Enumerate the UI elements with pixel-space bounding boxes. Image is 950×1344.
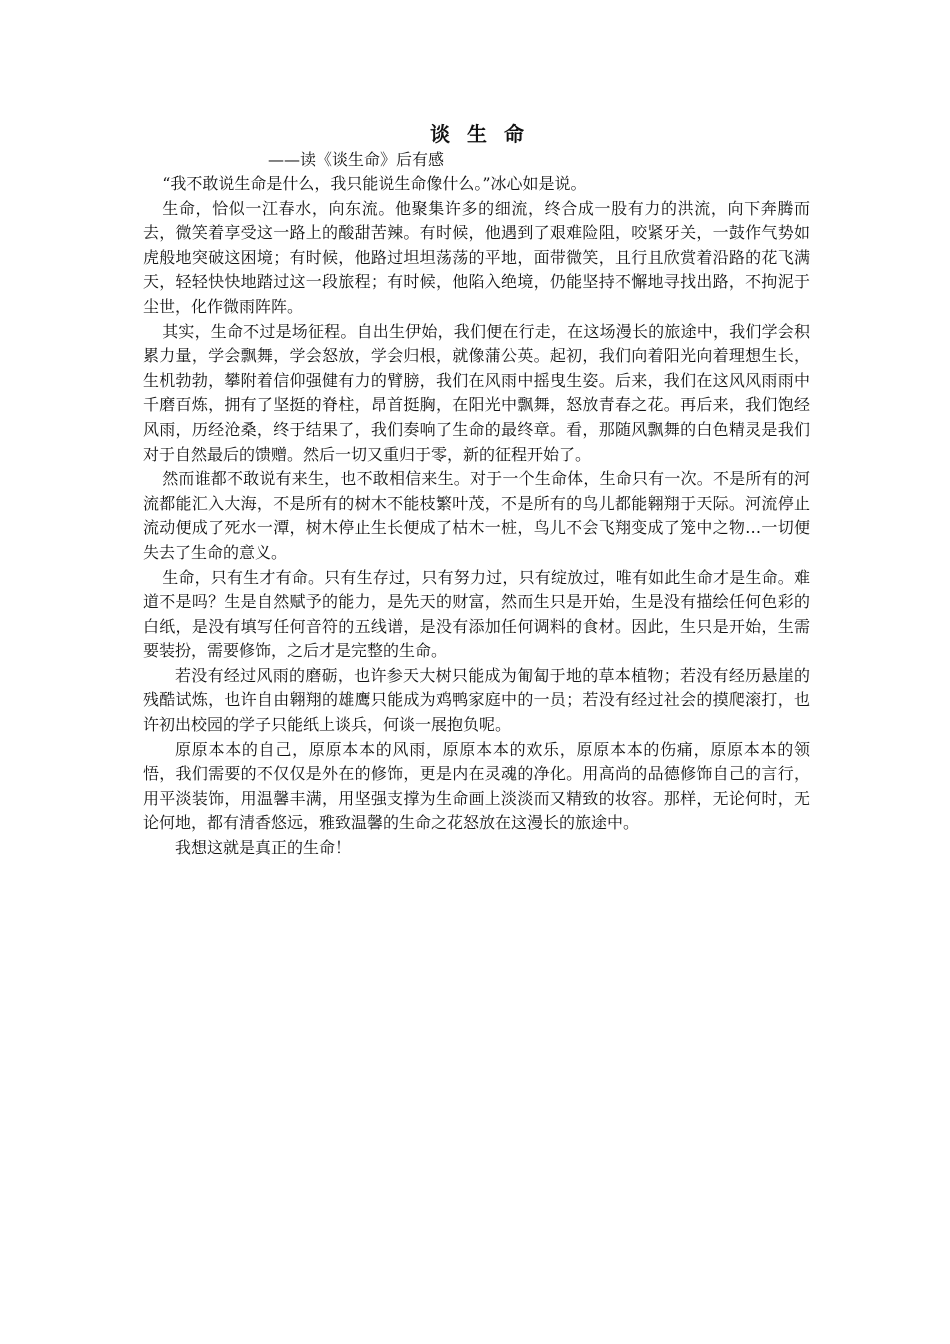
paragraph-hardship: 若没有经过风雨的磨砺，也许参天大树只能成为匍匐于地的草本植物；若没有经历悬崖的残酷试炼，也许自由翱翔的雄鹰只能成为鸡鸭家庭中的一员；若没有经过社会的摸爬滚打，也许初出校园的学子只能纸上谈兵，何谈一展抱负呢。: [143, 665, 810, 735]
document-body: [143, 172, 810, 861]
document-subtitle: ——读《谈生命》后有感: [268, 150, 445, 169]
paragraph-journey: 其实，生命不过是场征程。自出生伊始，我们便在行走，在这场漫长的旅途中，我们学会积累力量，学会飘舞，学会怒放，学会归根，就像蒲公英。起初，我们向着阳光向着理想生长，生机勃勃，攀附着信仰强健有力的臂膀，我们在风雨中摇曳生姿。后来，我们在这风风雨雨中千磨百炼，拥有了坚挺的脊柱，昂首挺胸，在阳光中飘舞，怒放青春之花。再后来，我们饱经风雨，历经沧桑，终于结果了，我们奏响了生命的最终章。看，那随风飘舞的白色精灵是我们对于自然最后的馈赠。然后一切又重归于零，新的征程开始了。: [143, 321, 810, 464]
paragraph-quote: “我不敢说生命是什么，我只能说生命像什么。”冰心如是说。: [162, 174, 587, 193]
paragraph-original-self: 原原本本的自己，原原本本的风雨，原原本本的欢乐，原原本本的伤痛，原原本本的领悟，我们需要的不仅仅是外在的修饰，更是内在灵魂的净化。用高尚的品德修饰自己的言行，用平淡装饰，用温馨丰满，用坚强支撑为生命画上淡淡而又精致的妆容。那样，无论何时，无论何地，都有清香悠远，雅致温馨的生命之花怒放在这漫长的旅途中。: [143, 739, 810, 833]
paragraph-living: 生命，只有生才有命。只有生存过，只有努力过，只有绽放过，唯有如此生命才是生命。难道不是吗？生是自然赋予的能力，是先天的财富，然而生只是开始，生是没有描绘任何色彩的白纸，是没有填写任何音符的五线谱，是没有添加任何调料的食材。因此，生只是开始，生需要装扮，需要修饰，之后才是完整的生命。: [143, 567, 810, 661]
paragraph-conclusion: 我想这就是真正的生命！: [175, 838, 352, 858]
paragraph-afterlife: 然而谁都不敢说有来生，也不敢相信来生。对于一个生命体，生命只有一次。不是所有的河流都能汇入大海，不是所有的树木不能枝繁叶茂，不是所有的鸟儿都能翱翔于天际。河流停止流动便成了死水一潭，树木停止生长便成了枯木一桩，鸟儿不会飞翔变成了笼中之物…一切便失去了生命的意义。: [143, 469, 810, 562]
document-title: 谈 生 命: [430, 122, 529, 146]
paragraph-spring-water: 生命，恰似一江春水，向东流。他聚集许多的细流，终合成一股有力的洪流，向下奔腾而去，微笑着享受这一路上的酸甜苦辣。有时候，他遇到了艰难险阻，咬紧牙关，一鼓作气势如虎般地突破这困境；有时候，他路过坦坦荡荡的平地，面带微笑，且行且欣赏着沿路的花飞满天，轻轻快快地踏过这一段旅程；有时候，他陷入绝境，仍能坚持不懈地寻找出路，不拘泥于尘世，化作微雨阵阵。: [143, 198, 810, 316]
document-page: [143, 120, 810, 861]
